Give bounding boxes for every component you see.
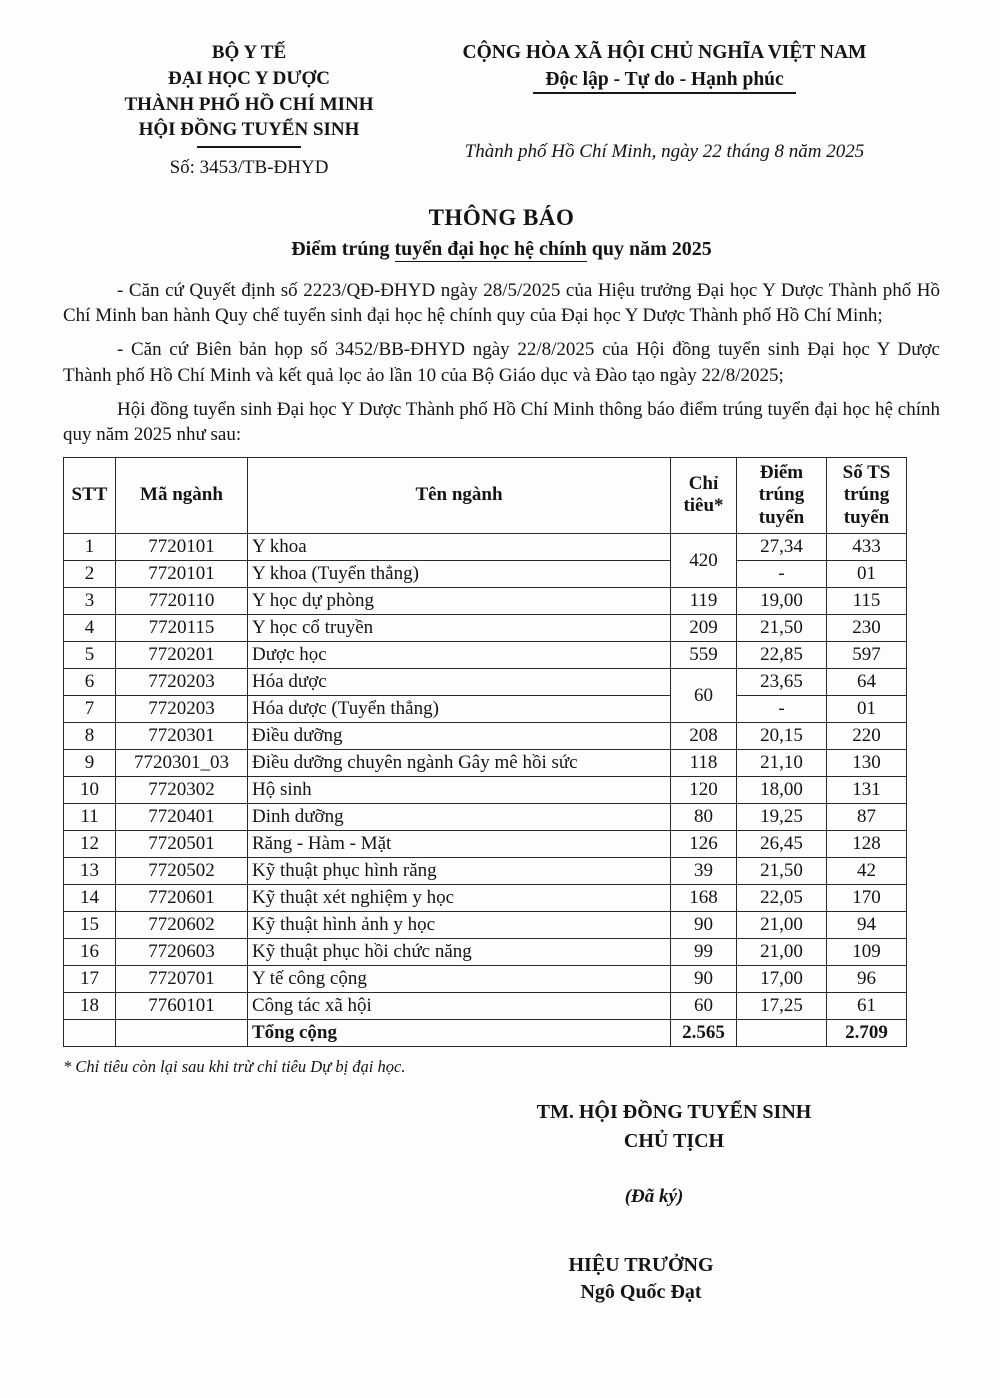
count-cell: 131	[827, 777, 907, 804]
quota-cell: 119	[671, 588, 737, 615]
signed-note: (Đã ký)	[624, 1186, 684, 1207]
quota-cell: 120	[671, 777, 737, 804]
table-row	[64, 912, 907, 939]
document-body	[63, 278, 940, 446]
quota-cell: 39	[671, 858, 737, 885]
header-admitted-count: Số TS trúng tuyển	[827, 457, 907, 533]
quota-cell: 99	[671, 939, 737, 966]
document-title: THÔNG BÁO	[428, 205, 575, 231]
score-cell: 19,00	[737, 588, 827, 615]
major-name-cell: Y tế công cộng	[248, 966, 671, 993]
table-header-row	[64, 457, 907, 533]
national-motto: Độc lập - Tự do - Hạnh phúc	[533, 69, 795, 94]
quota-cell: 60	[671, 669, 737, 723]
country-title: CỘNG HÒA XÃ HỘI CHỦ NGHĨA VIỆT NAM	[462, 42, 867, 63]
score-cell: 20,15	[737, 723, 827, 750]
major-name-cell: Công tác xã hội	[248, 993, 671, 1020]
major-name-cell: Kỹ thuật phục hình răng	[248, 858, 671, 885]
major-code-cell: 7720302	[116, 777, 248, 804]
university-name-line2: THÀNH PHỐ HỒ CHÍ MINH	[124, 93, 374, 115]
major-code-cell: 7720501	[116, 831, 248, 858]
stt-cell: 15	[64, 912, 116, 939]
major-code-cell: 7720101	[116, 561, 248, 588]
header-major-code: Mã ngành	[116, 457, 248, 533]
score-cell: 21,50	[737, 615, 827, 642]
score-cell: 17,00	[737, 966, 827, 993]
table-row	[64, 966, 907, 993]
major-code-cell	[116, 1020, 248, 1047]
major-code-cell: 7720601	[116, 885, 248, 912]
total-score-cell	[737, 1020, 827, 1047]
signing-authority: TM. HỘI ĐỒNG TUYỂN SINH	[536, 1101, 812, 1123]
count-cell: 230	[827, 615, 907, 642]
header-admission-score: Điểm trúng tuyển	[737, 457, 827, 533]
signature-block	[444, 1099, 904, 1304]
major-code-cell: 7720203	[116, 669, 248, 696]
stt-cell: 5	[64, 642, 116, 669]
score-cell: 22,85	[737, 642, 827, 669]
quota-cell: 90	[671, 966, 737, 993]
council-name: HỘI ĐỒNG TUYỂN SINH	[138, 119, 360, 141]
table-row	[64, 615, 907, 642]
stt-cell	[64, 1020, 116, 1047]
major-name-cell: Răng - Hàm - Mặt	[248, 831, 671, 858]
stt-cell: 14	[64, 885, 116, 912]
score-cell: 21,00	[737, 939, 827, 966]
quota-cell: 208	[671, 723, 737, 750]
major-code-cell: 7720401	[116, 804, 248, 831]
count-cell: 01	[827, 696, 907, 723]
university-name-line1: ĐẠI HỌC Y DƯỢC	[167, 67, 331, 89]
quota-cell: 80	[671, 804, 737, 831]
signer-position: CHỦ TỊCH	[623, 1130, 725, 1152]
total-label-cell: Tổng cộng	[248, 1020, 671, 1047]
score-cell: 23,65	[737, 669, 827, 696]
score-cell: 26,45	[737, 831, 827, 858]
table-total-row	[64, 1020, 907, 1047]
document-header	[63, 40, 940, 179]
quota-cell: 126	[671, 831, 737, 858]
score-cell: 18,00	[737, 777, 827, 804]
table-row	[64, 993, 907, 1020]
table-row	[64, 831, 907, 858]
stt-cell: 7	[64, 696, 116, 723]
issuing-org-block	[63, 40, 435, 179]
stt-cell: 6	[64, 669, 116, 696]
count-cell: 96	[827, 966, 907, 993]
table-row	[64, 858, 907, 885]
major-code-cell: 7720301_03	[116, 750, 248, 777]
header-quota: Chỉ tiêu*	[671, 457, 737, 533]
major-code-cell: 7720603	[116, 939, 248, 966]
score-cell: 22,05	[737, 885, 827, 912]
table-row	[64, 642, 907, 669]
header-major-name: Tên ngành	[248, 457, 671, 533]
org-divider-rule	[197, 144, 301, 148]
signer-name: Ngô Quốc Đạt	[580, 1281, 702, 1303]
quota-cell: 60	[671, 993, 737, 1020]
total-quota-cell: 2.565	[671, 1020, 737, 1047]
quota-cell: 168	[671, 885, 737, 912]
admission-scores-table	[63, 457, 907, 1047]
quota-cell: 420	[671, 534, 737, 588]
stt-cell: 3	[64, 588, 116, 615]
quota-cell: 118	[671, 750, 737, 777]
quota-footnote: * Chỉ tiêu còn lại sau khi trừ chỉ tiêu Dự bị đại học.	[63, 1057, 406, 1076]
major-name-cell: Điều dưỡng	[248, 723, 671, 750]
major-name-cell: Dinh dưỡng	[248, 804, 671, 831]
major-name-cell: Kỹ thuật xét nghiệm y học	[248, 885, 671, 912]
count-cell: 64	[827, 669, 907, 696]
stt-cell: 11	[64, 804, 116, 831]
count-cell: 42	[827, 858, 907, 885]
score-cell: 27,34	[737, 534, 827, 561]
header-stt: STT	[64, 457, 116, 533]
stt-cell: 9	[64, 750, 116, 777]
count-cell: 128	[827, 831, 907, 858]
stt-cell: 2	[64, 561, 116, 588]
document-subtitle	[63, 238, 940, 261]
count-cell: 170	[827, 885, 907, 912]
major-code-cell: 7720502	[116, 858, 248, 885]
total-count-cell: 2.709	[827, 1020, 907, 1047]
stt-cell: 13	[64, 858, 116, 885]
table-row	[64, 588, 907, 615]
quota-cell: 90	[671, 912, 737, 939]
major-code-cell: 7720110	[116, 588, 248, 615]
subtitle-suffix: quy năm 2025	[586, 238, 712, 261]
count-cell: 109	[827, 939, 907, 966]
stt-cell: 10	[64, 777, 116, 804]
count-cell: 220	[827, 723, 907, 750]
table-row	[64, 885, 907, 912]
major-code-cell: 7720701	[116, 966, 248, 993]
score-cell: 19,25	[737, 804, 827, 831]
count-cell: 94	[827, 912, 907, 939]
table-row	[64, 777, 907, 804]
major-name-cell: Kỹ thuật phục hồi chức năng	[248, 939, 671, 966]
table-row	[64, 561, 907, 588]
table-row	[64, 534, 907, 561]
stt-cell: 18	[64, 993, 116, 1020]
admission-table-body	[64, 534, 907, 1047]
count-cell: 61	[827, 993, 907, 1020]
score-cell: 17,25	[737, 993, 827, 1020]
paragraph-announcement: Hội đồng tuyển sinh Đại học Y Dược Thành phố Hồ Chí Minh thông báo điểm trúng tuyển đại học hệ chính quy năm 2025 như sau:	[63, 398, 940, 445]
major-name-cell: Hộ sinh	[248, 777, 671, 804]
stt-cell: 8	[64, 723, 116, 750]
major-code-cell: 7720602	[116, 912, 248, 939]
count-cell: 87	[827, 804, 907, 831]
stt-cell: 17	[64, 966, 116, 993]
national-header-block	[435, 40, 940, 179]
count-cell: 01	[827, 561, 907, 588]
major-code-cell: 7720101	[116, 534, 248, 561]
count-cell: 597	[827, 642, 907, 669]
paragraph-legal-basis-1: - Căn cứ Quyết định số 2223/QĐ-ĐHYD ngày 28/5/2025 của Hiệu trưởng Đại học Y Dược Thành phố Hồ Chí Minh ban hành Quy chế tuyển sinh đại học hệ chính quy của Đại học Y Dược Thành phố Hồ Chí Minh;	[63, 280, 940, 327]
table-header	[64, 457, 907, 533]
major-name-cell: Dược học	[248, 642, 671, 669]
major-name-cell: Hóa dược (Tuyển thẳng)	[248, 696, 671, 723]
signer-title: HIỆU TRƯỞNG	[568, 1254, 714, 1276]
score-cell: 21,10	[737, 750, 827, 777]
major-code-cell: 7720115	[116, 615, 248, 642]
stt-cell: 4	[64, 615, 116, 642]
count-cell: 115	[827, 588, 907, 615]
stt-cell: 12	[64, 831, 116, 858]
document-number: Số: 3453/TB-ĐHYD	[169, 157, 329, 179]
paragraph-legal-basis-2: - Căn cứ Biên bản họp số 3452/BB-ĐHYD ngày 22/8/2025 của Hội đồng tuyển sinh Đại học Y Dược Thành phố Hồ Chí Minh và kết quả lọc ảo lần 10 của Bộ Giáo dục và Đào tạo ngày 22/8/2025;	[63, 339, 940, 386]
score-cell: -	[737, 561, 827, 588]
score-cell: 21,50	[737, 858, 827, 885]
major-name-cell: Điều dưỡng chuyên ngành Gây mê hồi sức	[248, 750, 671, 777]
count-cell: 130	[827, 750, 907, 777]
count-cell: 433	[827, 534, 907, 561]
subtitle-underlined-part: tuyển đại học hệ chính	[394, 238, 587, 261]
table-row	[64, 669, 907, 696]
major-name-cell: Kỹ thuật hình ảnh y học	[248, 912, 671, 939]
major-name-cell: Y khoa	[248, 534, 671, 561]
score-cell: -	[737, 696, 827, 723]
table-row	[64, 804, 907, 831]
stt-cell: 1	[64, 534, 116, 561]
table-row	[64, 750, 907, 777]
major-name-cell: Y học dự phòng	[248, 588, 671, 615]
quota-cell: 209	[671, 615, 737, 642]
place-and-date: Thành phố Hồ Chí Minh, ngày 22 tháng 8 năm 2025	[464, 141, 865, 163]
table-row	[64, 723, 907, 750]
quota-cell: 559	[671, 642, 737, 669]
major-name-cell: Hóa dược	[248, 669, 671, 696]
major-name-cell: Y khoa (Tuyển thẳng)	[248, 561, 671, 588]
ministry-name: BỘ Y TẾ	[211, 42, 287, 63]
table-row	[64, 696, 907, 723]
major-name-cell: Y học cổ truyền	[248, 615, 671, 642]
major-code-cell: 7720301	[116, 723, 248, 750]
table-row	[64, 939, 907, 966]
major-code-cell: 7720201	[116, 642, 248, 669]
major-code-cell: 7720203	[116, 696, 248, 723]
stt-cell: 16	[64, 939, 116, 966]
score-cell: 21,00	[737, 912, 827, 939]
subtitle-prefix: Điểm trúng	[291, 238, 395, 261]
major-code-cell: 7760101	[116, 993, 248, 1020]
